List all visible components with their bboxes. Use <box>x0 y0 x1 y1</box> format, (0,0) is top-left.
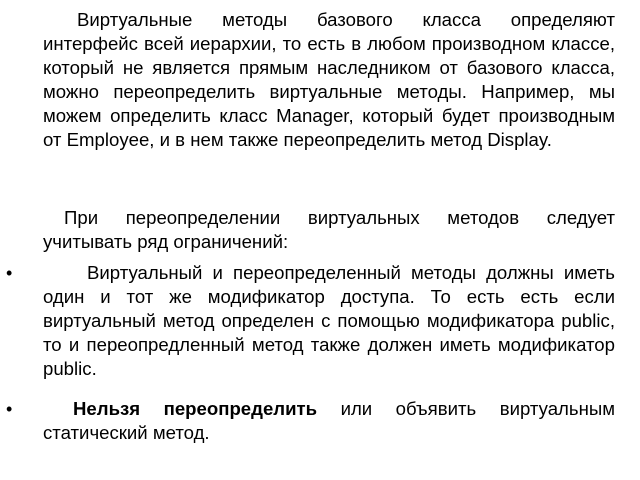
bullet-bold-phrase: Нельзя переопределить <box>73 398 318 419</box>
bullet-text-static-method <box>43 397 615 445</box>
paragraph-restrictions-intro: При переопределении виртуальных методов следует учитывать ряд ограничений: <box>43 207 615 252</box>
bullet-marker: • <box>6 399 13 419</box>
paragraph-virtual-methods-intro: Виртуальные методы базового класса определяют интерфейс всей иерархии, то есть в любом производном классе, который не является прямым наследником от базового класса, можно переопределить виртуальные методы. Например, мы можем определить класс Manager, который будет производным от Employee, и в нем также переопределить метод Display. <box>43 9 615 150</box>
bullet-rest-text: или объявить виртуальным статический метод. <box>43 398 615 443</box>
bullet-text-access-modifier: Виртуальный и переопределенный методы должны иметь один и тот же модификатор доступа. То есть есть если виртуальный метод определен с помощью модификатора public, то и переопредленный метод также должен иметь модификатор public. <box>43 262 615 379</box>
bullet-marker: • <box>6 263 13 283</box>
